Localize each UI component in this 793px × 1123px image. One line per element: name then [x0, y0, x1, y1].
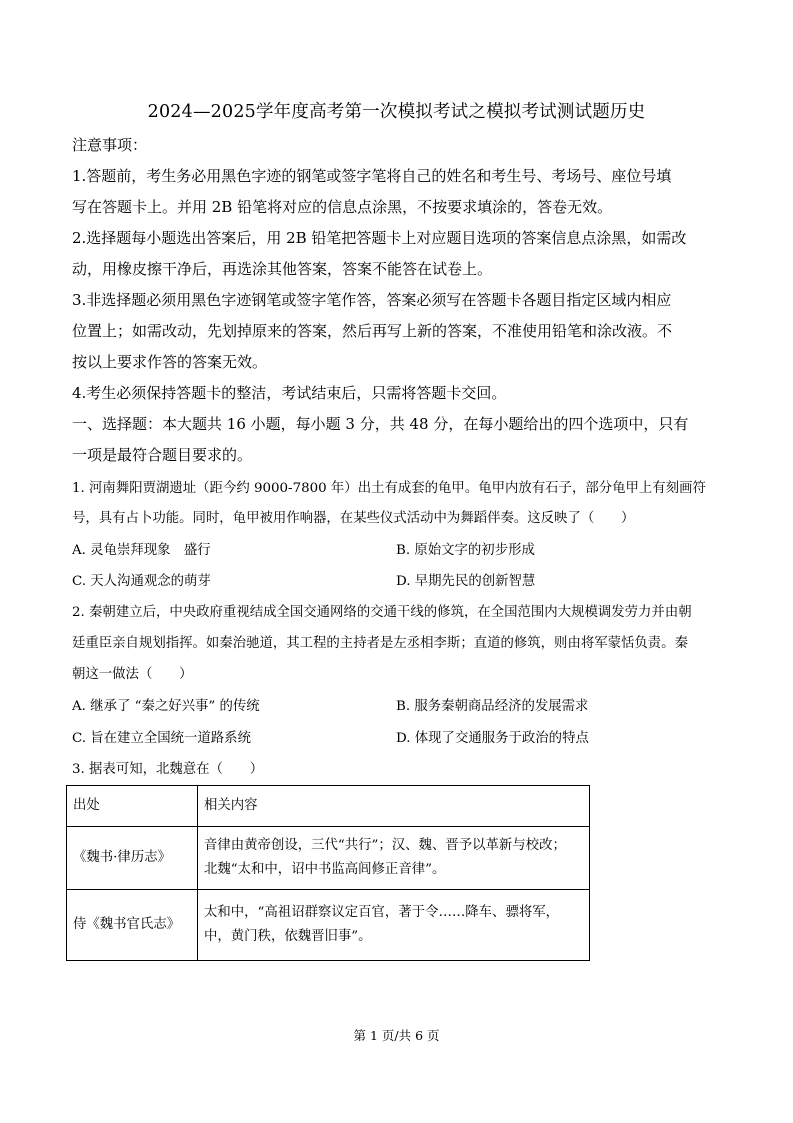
notice-line: 写在答题卡上。并用 2B 铅笔将对应的信息点涂黑，不按要求填涂的，答卷无效。 [72, 198, 613, 216]
question-3-stem: 3. 据表可知，北魏意在（ ） [72, 762, 264, 777]
section-heading-cont: 一项是最符合题目要求的。 [72, 446, 253, 464]
table-header-cell: 出处 [67, 786, 198, 827]
question-2-stem: 2. 秦朝建立后，中央政府重视结成全国交通网络的交通干线的修筑，在全国范围内大规模调发劳力并由朝 [72, 605, 692, 620]
question-1-stem: 1. 河南舞阳贾湖遗址（距今约 9000-7800 年）出土有成套的龟甲。龟甲内放有石子，部分龟甲上有刻画符 [72, 481, 706, 496]
notice-line: 1.答题前，考生务必用黑色字迹的钢笔或签字笔将自己的姓名和考生号、考场号、座位号填 [72, 167, 672, 185]
question-1-option-a: A. 灵龟崇拜现象 盛行 [72, 543, 211, 558]
question-1-stem: 号，具有占卜功能。同时，龟甲被用作响器，在某些仪式活动中为舞蹈伴奏。这反映了（ ） [72, 511, 635, 526]
notice-line: 位置上；如需改动，先划掉原来的答案，然后再写上新的答案，不准使用铅笔和涂改液。不 [72, 322, 673, 340]
table-cell-content [198, 890, 590, 961]
table-header-row [67, 786, 590, 827]
question-2-option-d: D. 体现了交通服务于政治的特点 [396, 731, 589, 746]
table-content-line: 音律由黄帝创设，三代“共行”；汉、魏、晋予以革新与校改； [204, 838, 566, 853]
notice-line: 3.非选择题必须用黑色字迹钢笔或签字笔作答，答案必须写在答题卡各题目指定区域内相应 [72, 291, 672, 309]
question-2-option-b: B. 服务秦朝商品经济的发展需求 [396, 699, 589, 714]
table-content-line: 北魏“太和中，诏中书监高闾修正音律”。 [204, 862, 446, 877]
exam-title: 2024—2025学年度高考第一次模拟考试之模拟考试测试题历史 [147, 102, 646, 122]
question-2-option-c: C. 旨在建立全国统一道路系统 [72, 731, 251, 746]
notice-line: 按以上要求作答的答案无效。 [72, 353, 268, 371]
table-content-line: 太和中，“高祖诏群察议定百官，著于令……降车、骠将军， [204, 905, 560, 920]
section-heading: 一、选择题：本大题共 16 小题，每小题 3 分，共 48 分，在每小题给出的四个选项中，只有 [72, 415, 689, 433]
question-2-stem: 廷重臣亲自规划指挥。如秦治驰道，其工程的主持者是左丞相李斯；直道的修筑，则由将军蒙恬负责。秦 [72, 636, 688, 651]
table-row [67, 890, 590, 961]
question-2-stem: 朝这一做法（ ） [72, 667, 193, 682]
table-cell-source: 《魏书·律历志》 [67, 827, 198, 890]
notice-line: 4.考生必须保持答题卡的整洁，考试结束后，只需将答题卡交回。 [72, 384, 507, 402]
question-1-option-c: C. 天人沟通观念的萌芽 [72, 574, 211, 589]
question-1-option-b: B. 原始文字的初步形成 [396, 543, 535, 558]
table-row [67, 827, 590, 890]
source-table [66, 785, 590, 961]
table-content-line: 中，黄门秩，依魏晋旧事”。 [204, 929, 372, 944]
table-cell-content [198, 827, 590, 890]
page-footer: 第 1 页/共 6 页 [353, 1028, 440, 1043]
table-header-cell: 相关内容 [198, 786, 590, 827]
notice-heading: 注意事项： [72, 136, 148, 154]
notice-line: 动，用橡皮擦干净后，再选涂其他答案，答案不能答在试卷上。 [72, 260, 493, 278]
question-2-option-a: A. 继承了 “秦之好兴事” 的传统 [72, 699, 260, 714]
question-1-option-d: D. 早期先民的创新智慧 [396, 574, 536, 589]
table-cell-source: 侍《魏书官氏志》 [67, 890, 198, 961]
notice-line: 2.选择题每小题选出答案后，用 2B 铅笔把答题卡上对应题目选项的答案信息点涂黑，如需改 [72, 229, 687, 247]
